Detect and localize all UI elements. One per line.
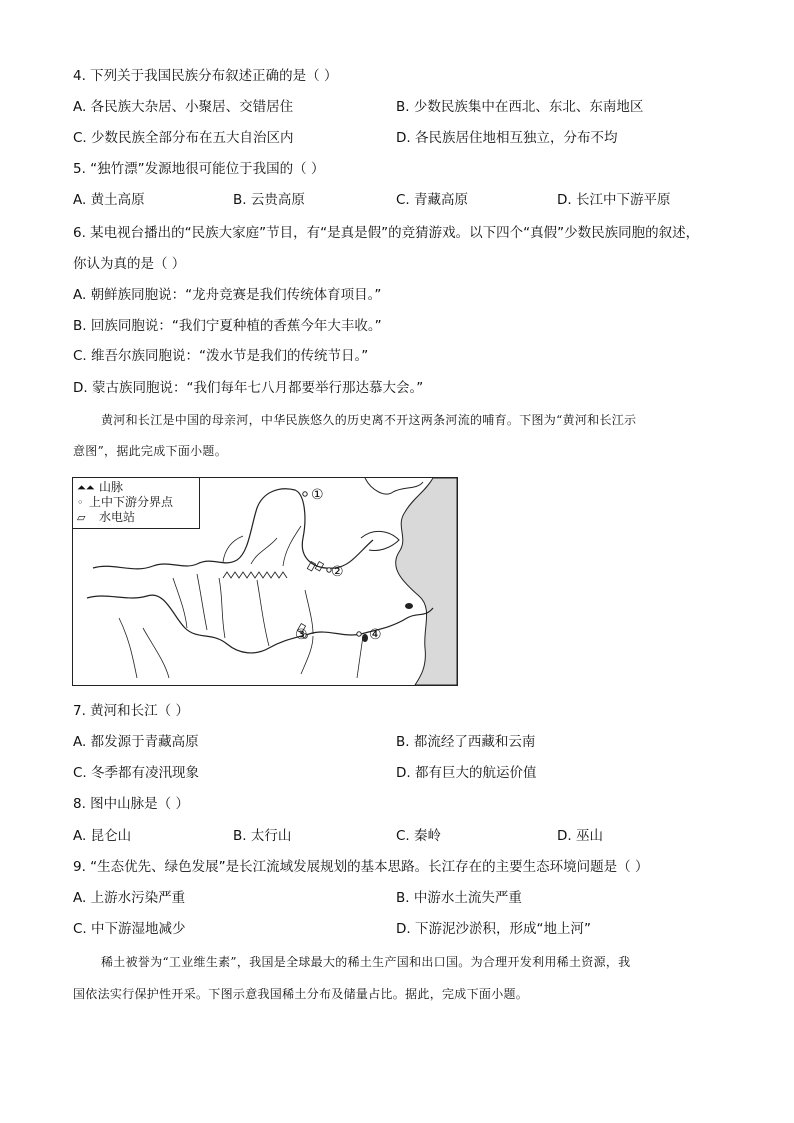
yellow-river-tributary-1 <box>251 538 277 564</box>
q7-option-d: D. 都有巨大的航运价值 <box>396 765 537 781</box>
yangtze-tributary-9 <box>119 618 137 678</box>
boundary-point-1 <box>303 492 307 496</box>
q6-option-a: A. 朝鲜族同胞说：“龙舟竞赛是我们传统体育项目。” <box>73 287 382 303</box>
question-4-stem: 4. 下列关于我国民族分布叙述正确的是（ ） <box>73 68 338 84</box>
hydro-station-icon: ▱ <box>77 511 86 524</box>
q5-option-b: B. 云贵高原 <box>233 192 305 208</box>
q5-option-a: A. 黄土高原 <box>73 192 145 208</box>
q5-option-d: D. 长江中下游平原 <box>557 192 671 208</box>
question-6-stem: 6. 某电视台播出的“民族大家庭”节目，有“是真是假”的竞猜游戏。以下四个“真假”少数民族同胞的叙述， <box>73 225 700 241</box>
q7-option-b: B. 都流经了西藏和云南 <box>396 734 536 750</box>
yangtze-tributary-8 <box>143 628 169 678</box>
rivers-map <box>72 477 458 686</box>
q5-option-c: C. 青藏高原 <box>396 192 469 208</box>
q4-option-a: A. 各民族大杂居、小聚居、交错居住 <box>73 99 294 115</box>
q6-option-c: C. 维吾尔族同胞说：“泼水节是我们的传统节日。” <box>73 348 369 364</box>
yangtze-tributary-2 <box>197 574 207 630</box>
mountain-range <box>223 572 287 578</box>
q4-option-d: D. 各民族居住地相互独立，分布不均 <box>396 130 618 146</box>
legend-mountain-label: 山脉 <box>99 480 124 494</box>
yangtze-tributary-1 <box>173 578 187 628</box>
q8-option-c: C. 秦岭 <box>396 828 442 844</box>
coastline-north <box>365 478 423 494</box>
q9-option-a: A. 上游水污染严重 <box>73 890 186 906</box>
lake-2 <box>362 634 368 642</box>
yangtze-tributary-3 <box>219 578 225 638</box>
sea-area <box>396 478 457 685</box>
legend-boundary <box>77 495 173 510</box>
question-7-stem: 7. 黄河和长江（ ） <box>73 703 189 719</box>
question-5-stem: 5. “独竹漂”发源地很可能位于我国的（ ） <box>73 161 325 177</box>
passage-rare-earth-line2: 国依法实行保护性开采。下图示意我国稀土分布及储量占比。据此，完成下面小题。 <box>73 987 529 1001</box>
boundary-point-4 <box>357 632 361 636</box>
q9-option-d: D. 下游泥沙淤积，形成“地上河” <box>396 921 591 937</box>
yangtze-tributary-4 <box>257 580 269 646</box>
passage-rare-earth-line1: 稀土被誉为“工业维生素”，我国是全球最大的稀土生产国和出口国。为合理开发利用稀土资源，我 <box>101 955 631 969</box>
q7-option-c: C. 冬季都有凌汛现象 <box>73 765 200 781</box>
q4-option-c: C. 少数民族全部分布在五大自治区内 <box>73 130 294 146</box>
q7-option-a: A. 都发源于青藏高原 <box>73 734 199 750</box>
passage-rivers-line2: 意图”，据此完成下面小题。 <box>73 444 228 458</box>
question-6-stem-cont: 你认为真的是（ ） <box>73 256 186 272</box>
coastline-shandong <box>361 531 399 550</box>
q9-option-b: B. 中游水土流失严重 <box>396 890 522 906</box>
mountain-icon: ⏶⏶ <box>77 481 95 494</box>
yangtze-tributary-7 <box>357 636 363 678</box>
q6-option-b: B. 回族同胞说：“我们宁夏种植的香蕉今年大丰收。” <box>73 318 382 334</box>
yangtze-river <box>87 595 433 653</box>
legend-mountain <box>77 480 123 495</box>
map-marker-4: ④ <box>369 627 382 643</box>
question-9-stem: 9. “生态优先、绿色发展”是长江流域发展规划的基本思路。长江存在的主要生态环境问题是（ ） <box>73 859 649 875</box>
lake-1 <box>405 603 413 609</box>
q8-option-b: B. 太行山 <box>233 828 292 844</box>
yellow-river-tributary-2 <box>283 526 301 566</box>
q9-option-c: C. 中下游湿地减少 <box>73 921 186 937</box>
passage-rivers-line1: 黄河和长江是中国的母亲河，中华民族悠久的历史离不开这两条河流的哺育。下图为“黄河和长江示 <box>101 413 637 427</box>
q8-option-a: A. 昆仑山 <box>73 828 132 844</box>
question-8-stem: 8. 图中山脉是（ ） <box>73 796 189 812</box>
q8-option-d: D. 巫山 <box>557 828 603 844</box>
map-marker-3: ③ <box>295 627 308 643</box>
legend-hydro-label: 水电站 <box>99 510 136 524</box>
legend-hydro <box>77 510 135 525</box>
legend-boundary-label: 上中下游分界点 <box>89 495 174 509</box>
map-legend <box>73 478 200 529</box>
q6-option-d: D. 蒙古族同胞说：“我们每年七八月都要举行那达慕大会。” <box>73 380 424 396</box>
map-marker-2: ② <box>331 564 344 580</box>
map-marker-1: ① <box>311 487 324 503</box>
circle-icon: ◦ <box>77 496 84 509</box>
q4-option-b: B. 少数民族集中在西北、东北、东南地区 <box>396 99 644 115</box>
